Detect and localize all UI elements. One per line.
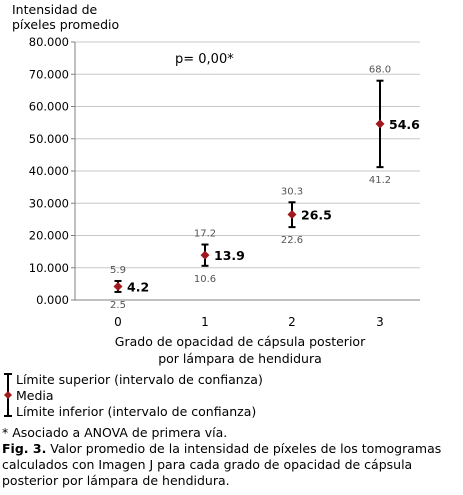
lower-limit-label: 22.6 (280, 235, 304, 247)
y-tick-label: 30.000 (28, 196, 69, 211)
error-bar-group (369, 65, 420, 186)
legend-label-lower: Límite inferior (intervalo de confianza) (16, 404, 257, 419)
p-value-annotation: p= 0,00* (175, 52, 234, 67)
x-tick-label: 1 (201, 315, 209, 329)
mean-marker (201, 251, 210, 260)
mean-marker (376, 119, 385, 128)
upper-limit-label: 68.0 (368, 64, 392, 76)
legend-label-mean: Media (16, 388, 54, 403)
mean-value-label: 54.6 (389, 116, 420, 132)
error-bar-legend-icon (2, 372, 14, 420)
lower-limit-label: 10.6 (193, 273, 217, 285)
error-bar-series (110, 65, 420, 311)
legend-label-upper: Límite superior (intervalo de confianza) (16, 372, 263, 387)
x-axis-label-line1: Grado de opacidad de cápsula posterior (114, 334, 366, 349)
caption-label: Fig. 3. (2, 441, 47, 456)
upper-limit-label: 17.2 (193, 228, 217, 240)
x-axis-label-line2: por lámpara de hendidura (158, 351, 322, 366)
caption-text: Valor promedio de la intensidad de píxeles de los tomogramas calculados con Imagen J para cada grado de opacidad de cápsula posterior por lámpara de hendidura. (2, 441, 442, 488)
y-tick-label: 60.000 (28, 99, 69, 114)
x-tick-label: 0 (114, 315, 122, 329)
x-tick-label: 2 (288, 315, 296, 329)
y-tick-label: 10.000 (28, 260, 69, 275)
y-tick-label: 40.000 (28, 164, 69, 178)
mean-value-label: 26.5 (301, 207, 332, 223)
gridlines (75, 42, 420, 268)
x-tick-label: 3 (376, 315, 384, 329)
x-tick-labels (114, 315, 384, 329)
mean-marker (288, 210, 297, 219)
upper-limit-label: 30.3 (280, 186, 304, 198)
lower-limit-label: 41.2 (368, 175, 392, 187)
footnote: * Asociado a ANOVA de primera vía. (2, 425, 228, 440)
y-axis-label-line2: píxeles promedio (12, 17, 120, 32)
y-tick-labels (29, 35, 69, 307)
mean-value-label: 4.2 (127, 279, 150, 295)
upper-limit-label: 5.9 (110, 264, 126, 276)
y-tick-label: 50.000 (28, 131, 69, 146)
y-tick-label: 80.000 (28, 35, 69, 49)
y-tick-label: 70.000 (28, 67, 69, 82)
lower-limit-label: 2.5 (110, 299, 126, 311)
error-bar-group (194, 229, 245, 285)
figure-caption (2, 441, 460, 489)
mean-value-label: 13.9 (214, 248, 245, 264)
mean-marker (114, 282, 123, 291)
y-tick-label: 0.000 (36, 293, 69, 307)
y-tick-label: 20.000 (28, 228, 69, 243)
error-bar-group (110, 265, 149, 311)
y-axis-label-line1: Intensidad de (12, 2, 98, 17)
error-bar-group (281, 186, 332, 246)
